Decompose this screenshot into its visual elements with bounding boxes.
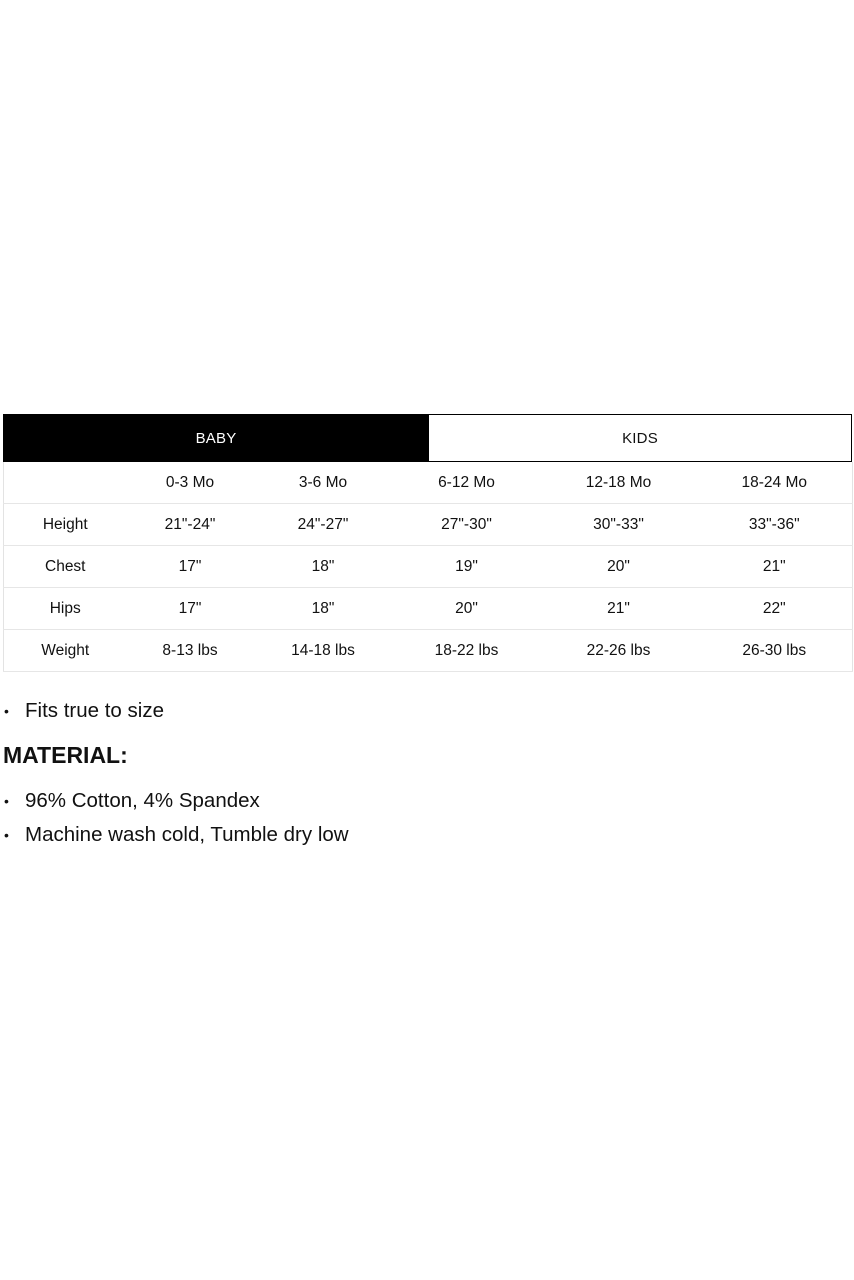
table-row [4,588,853,630]
bullet-icon: • [4,703,9,719]
table-cell: 17" [127,588,254,630]
table-cell: 26-30 lbs [697,630,853,672]
table-cell: 18" [254,546,393,588]
header-cell: 12-18 Mo [541,462,697,504]
list-item [3,784,843,818]
size-table [3,462,853,672]
material-item: Machine wash cold, Tumble dry low [25,823,349,846]
table-cell: 20" [393,588,541,630]
row-label: Height [4,504,127,546]
row-label: Weight [4,630,127,672]
table-row [4,630,853,672]
header-cell: 0-3 Mo [127,462,254,504]
row-label: Chest [4,546,127,588]
tab-kids[interactable]: KIDS [429,414,852,462]
table-cell: 22" [697,588,853,630]
product-notes [3,694,843,852]
bullet-icon: • [4,793,9,809]
table-cell: 21"-24" [127,504,254,546]
table-cell: 30"-33" [541,504,697,546]
table-cell: 17" [127,546,254,588]
header-cell: 6-12 Mo [393,462,541,504]
table-row [4,504,853,546]
header-cell: 18-24 Mo [697,462,853,504]
table-cell: 33"-36" [697,504,853,546]
list-item [3,694,843,728]
material-item: 96% Cotton, 4% Spandex [25,789,260,812]
size-chart [3,414,852,672]
tab-baby[interactable]: BABY [3,414,429,462]
table-cell: 21" [541,588,697,630]
header-cell: 3-6 Mo [254,462,393,504]
table-header-row [4,462,853,504]
table-cell: 8-13 lbs [127,630,254,672]
table-cell: 27"-30" [393,504,541,546]
size-tabs [3,414,852,462]
table-cell: 20" [541,546,697,588]
table-cell: 21" [697,546,853,588]
fit-note: Fits true to size [25,699,164,722]
table-cell: 19" [393,546,541,588]
table-cell: 18-22 lbs [393,630,541,672]
table-row [4,546,853,588]
bullet-icon: • [4,827,9,843]
list-item [3,818,843,852]
row-label: Hips [4,588,127,630]
table-cell: 22-26 lbs [541,630,697,672]
table-cell: 18" [254,588,393,630]
table-cell: 24"-27" [254,504,393,546]
table-cell: 14-18 lbs [254,630,393,672]
material-heading: MATERIAL: [3,742,128,768]
header-cell [4,462,127,504]
